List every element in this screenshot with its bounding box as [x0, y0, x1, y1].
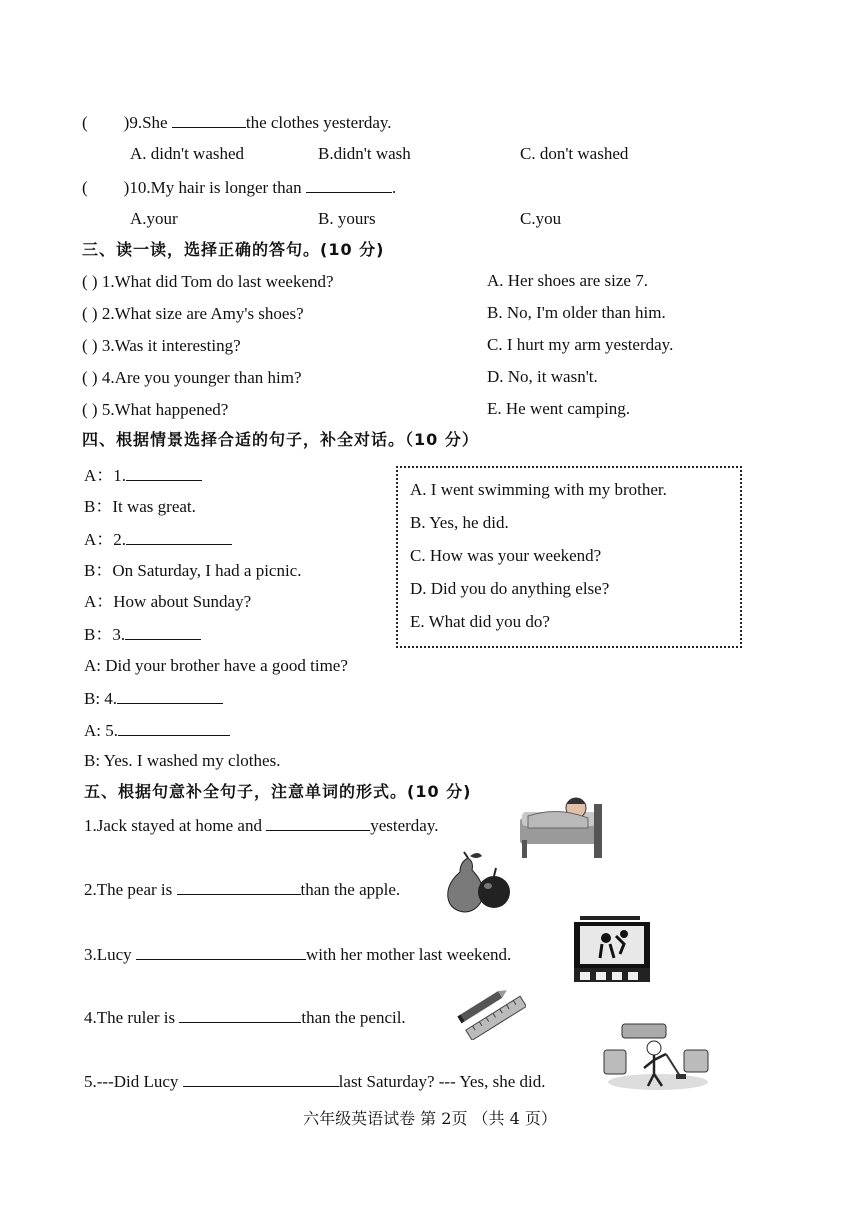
question-text: My hair is longer than [150, 178, 302, 197]
question-number: )9. [123, 113, 143, 132]
matching-answer: A. Her shoes are size 7. [487, 271, 648, 290]
answer-paren: ( [82, 113, 88, 132]
dialog-line: A: Did your brother have a good time? [84, 656, 348, 675]
cleaning-room-icon [600, 1020, 716, 1092]
sentence-text: yesterday. [370, 816, 439, 835]
answer-blank[interactable] [183, 1070, 339, 1087]
answer-blank[interactable] [117, 687, 223, 704]
answer-blank[interactable] [306, 176, 392, 193]
option-c: C. don't washed [520, 144, 629, 163]
matching-answer: D. No, it wasn't. [487, 367, 598, 386]
sentence-5 [84, 1070, 545, 1093]
dialog-text: B: 4. [84, 689, 118, 708]
options-box [396, 466, 742, 648]
dialog-option: E. What did you do? [410, 612, 550, 631]
dialog-line [84, 623, 201, 646]
matching-question: ( ) 3.Was it interesting? [82, 336, 241, 355]
dialog-line [84, 687, 223, 710]
dialog-text: A：1. [84, 466, 127, 485]
dialog-option: C. How was your weekend? [410, 546, 602, 565]
sentence-4 [84, 1006, 406, 1029]
question-9 [82, 111, 392, 134]
dialog-line [84, 528, 232, 551]
sentence-3 [84, 943, 511, 966]
sentence-text: 1.Jack stayed at home and [84, 816, 262, 835]
movie-theater-icon [572, 914, 652, 984]
page-footer: 六年级英语试卷 第 2页 （共 4 页） [303, 1109, 557, 1128]
sentence-text: 2.The pear is [84, 880, 173, 899]
sentence-text: 4.The ruler is [84, 1008, 176, 1027]
ruler-and-pencil-icon [456, 984, 526, 1040]
dialog-text: A：2. [84, 530, 127, 549]
sentence-text: than the pencil. [301, 1008, 406, 1027]
sentence-1 [84, 814, 439, 837]
section-4-title: 四、根据情景选择合适的句子，补全对话。（10 分） [82, 430, 479, 449]
dialog-line [84, 719, 230, 742]
matching-answer: C. I hurt my arm yesterday. [487, 335, 674, 354]
option-a: A. didn't washed [130, 144, 245, 163]
answer-blank[interactable] [126, 528, 232, 545]
option-b: B.didn't wash [318, 144, 411, 163]
matching-question: ( ) 1.What did Tom do last weekend? [82, 272, 334, 291]
sentence-text: 5.---Did Lucy [84, 1072, 179, 1091]
answer-blank[interactable] [118, 719, 230, 736]
matching-question: ( ) 4.Are you younger than him? [82, 368, 302, 387]
sleeping-girl-icon [518, 790, 608, 860]
matching-answer: B. No, I'm older than him. [487, 303, 666, 322]
answer-paren: ( [82, 178, 88, 197]
dialog-option: A. I went swimming with my brother. [410, 480, 667, 499]
question-text: She [142, 113, 168, 132]
option-c: C.you [520, 209, 562, 228]
answer-blank[interactable] [136, 943, 306, 960]
matching-answer: E. He went camping. [487, 399, 631, 418]
sentence-2 [84, 878, 400, 901]
answer-blank[interactable] [179, 1006, 301, 1023]
matching-question: ( ) 5.What happened? [82, 400, 229, 419]
question-number: )10. [123, 178, 151, 197]
option-b: B. yours [318, 209, 376, 228]
answer-blank[interactable] [266, 814, 370, 831]
question-10 [82, 176, 396, 199]
dialog-line: A：How about Sunday? [84, 592, 252, 611]
dialog-option: D. Did you do anything else? [410, 579, 610, 598]
dialog-line: B：It was great. [84, 497, 196, 516]
dialog-line [84, 464, 202, 487]
question-text: . [391, 178, 397, 197]
answer-blank[interactable] [125, 623, 201, 640]
answer-blank[interactable] [126, 464, 202, 481]
sentence-text: with her mother last weekend. [305, 945, 512, 964]
option-a: A.your [130, 209, 178, 228]
answer-blank[interactable] [177, 878, 301, 895]
dialog-line: B：On Saturday, I had a picnic. [84, 561, 302, 580]
dialog-text: B：3. [84, 625, 126, 644]
sentence-text: than the apple. [300, 880, 401, 899]
dialog-line: B: Yes. I washed my clothes. [84, 751, 281, 770]
matching-question: ( ) 2.What size are Amy's shoes? [82, 304, 304, 323]
section-3-title: 三、读一读，选择正确的答句。(10 分) [82, 240, 385, 259]
question-text: the clothes yesterday. [245, 113, 392, 132]
sentence-text: last Saturday? --- Yes, she did. [338, 1072, 546, 1091]
dialog-option: B. Yes, he did. [410, 513, 509, 532]
sentence-text: 3.Lucy [84, 945, 132, 964]
pear-and-apple-icon [444, 850, 514, 914]
dialog-text: A: 5. [84, 721, 118, 740]
answer-blank[interactable] [172, 111, 246, 128]
section-5-title: 五、根据句意补全句子，注意单词的形式。(10 分) [84, 782, 472, 801]
